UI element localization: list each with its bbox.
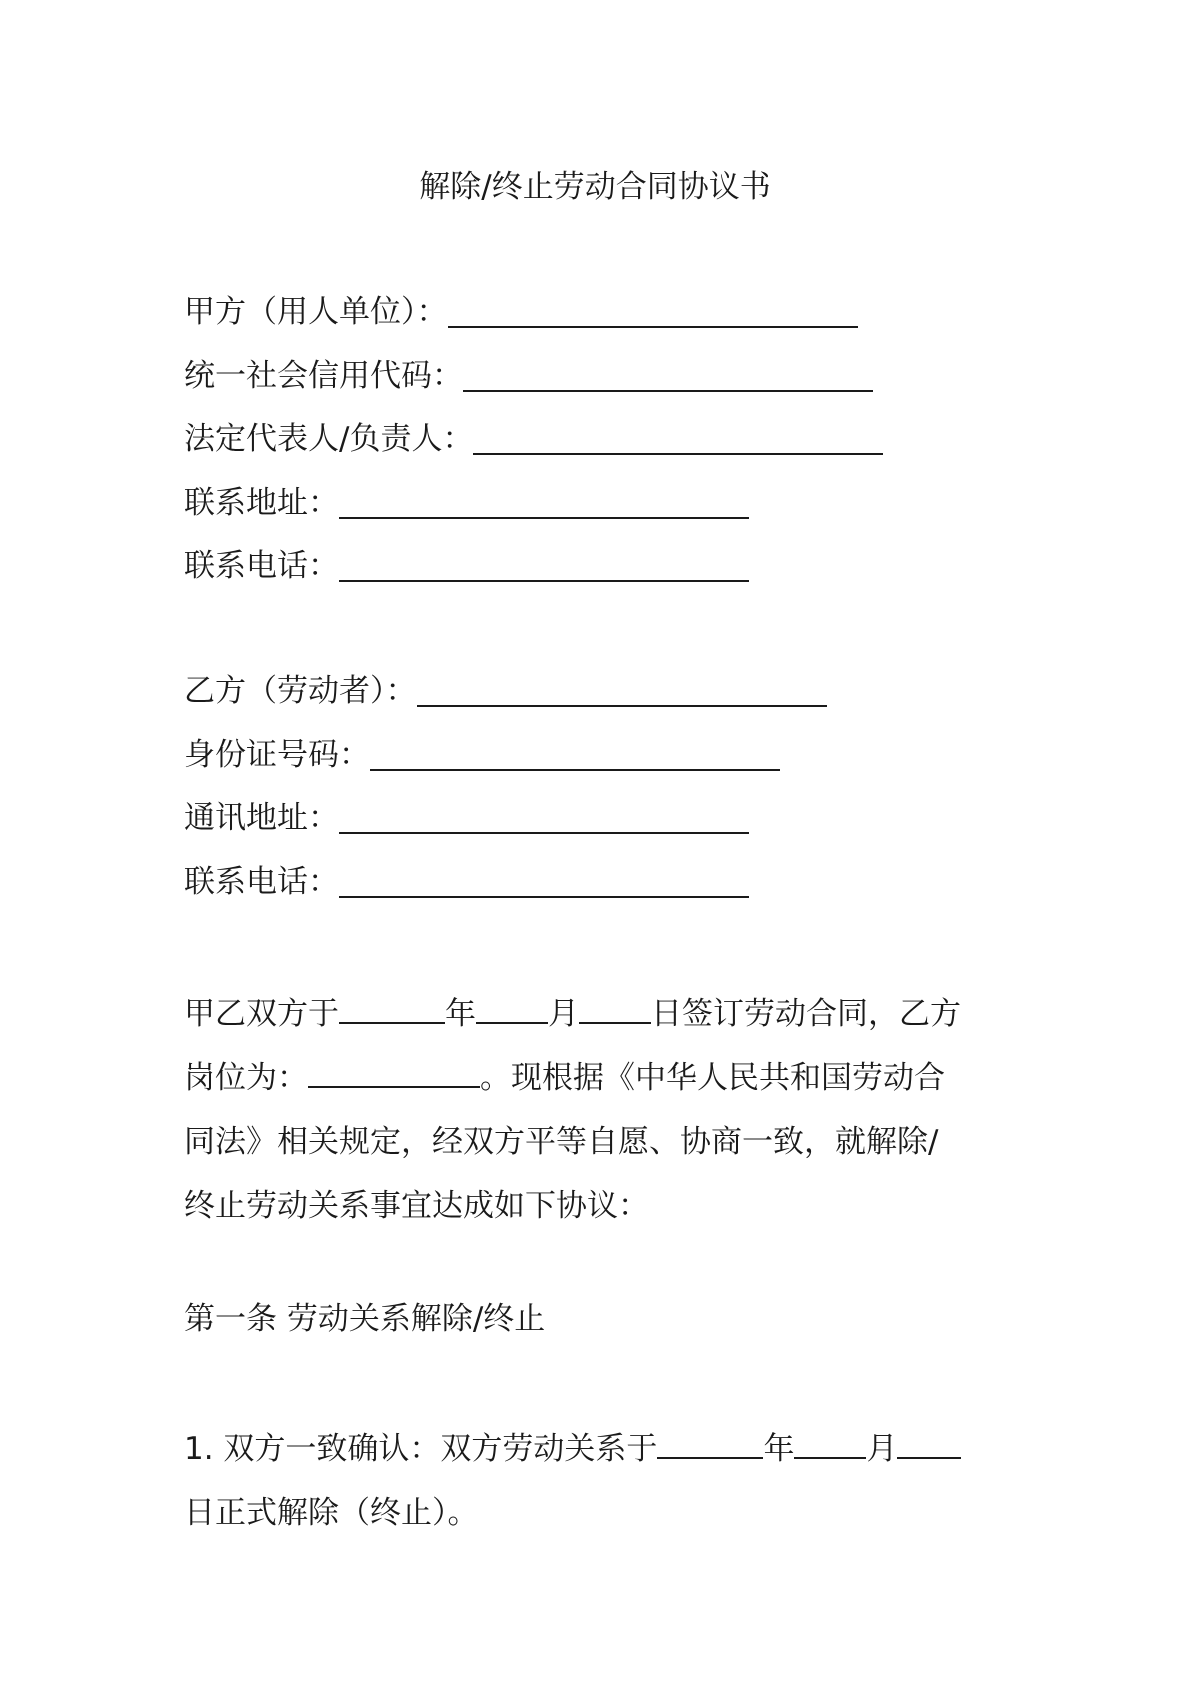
article-1-item-1 [184,1417,1024,1545]
sign-month-blank[interactable] [476,992,548,1024]
termination-year-blank[interactable] [657,1427,763,1459]
party-b-phone-blank[interactable] [339,862,749,898]
party-b-name-row [184,669,827,713]
party-a-legal-rep-row [184,417,883,461]
party-a-phone-label: 联系电话： [184,548,339,584]
party-b-id-label: 身份证号码： [184,737,370,773]
party-b-name-label: 乙方（劳动者）： [184,673,417,709]
party-b-address-label: 通讯地址： [184,800,339,836]
party-b-name-blank[interactable] [417,671,827,707]
article-1-item-1-line-2: 日正式解除（终止）。 [184,1495,479,1531]
document-title: 解除/终止劳动合同协议书 [419,169,771,205]
position-blank[interactable] [308,1056,480,1088]
intro-line-4: 终止劳动关系事宜达成如下协议： [184,1188,649,1224]
party-b-id-row [184,733,780,777]
intro-year-label: 年 [445,996,476,1032]
party-a-name-label: 甲方（用人单位）： [184,294,448,330]
intro-month-label: 月 [548,996,579,1032]
party-a-address-label: 联系地址： [184,485,339,521]
party-b-id-blank[interactable] [370,735,780,771]
party-a-address-blank[interactable] [339,483,749,519]
intro-line-3: 同法》相关规定，经双方平等自愿、协商一致，就解除/ [184,1124,939,1160]
sign-year-blank[interactable] [339,992,445,1024]
party-a-name-row [184,290,858,334]
party-a-legal-rep-label: 法定代表人/负责人： [184,421,474,457]
intro-line-2 [184,1046,1024,1110]
article-1-item-1-line-1 [184,1417,1024,1481]
intro-paragraph [184,982,1024,1238]
intro-text-1: 甲乙双方于 [184,996,339,1032]
party-a-credit-code-label: 统一社会信用代码： [184,358,463,394]
party-a-phone-blank[interactable] [339,546,749,582]
intro-line-1 [184,982,1024,1046]
termination-day-blank[interactable] [897,1427,961,1459]
item-1-year-label: 年 [763,1431,795,1467]
party-a-address-row [184,481,749,525]
item-1-month-label: 月 [866,1431,898,1467]
party-a-credit-code-blank[interactable] [463,356,873,392]
intro-text-4: 。现根据《中华人民共和国劳动合 [480,1060,945,1096]
party-a-legal-rep-blank[interactable] [473,419,883,455]
intro-text-3: 岗位为： [184,1060,308,1096]
termination-month-blank[interactable] [794,1427,866,1459]
party-a-credit-code-row [184,354,873,398]
sign-day-blank[interactable] [579,992,651,1024]
party-a-name-blank[interactable] [448,292,858,328]
party-b-address-row [184,796,749,840]
party-b-address-blank[interactable] [339,798,749,834]
article-1-heading: 第一条 劳动关系解除/终止 [184,1301,546,1337]
intro-text-2: 日签订劳动合同，乙方 [651,996,961,1032]
item-1-text-1: 1. 双方一致确认：双方劳动关系于 [184,1431,658,1467]
party-b-phone-label: 联系电话： [184,864,339,900]
party-b-phone-row [184,860,749,904]
party-a-phone-row [184,544,749,588]
